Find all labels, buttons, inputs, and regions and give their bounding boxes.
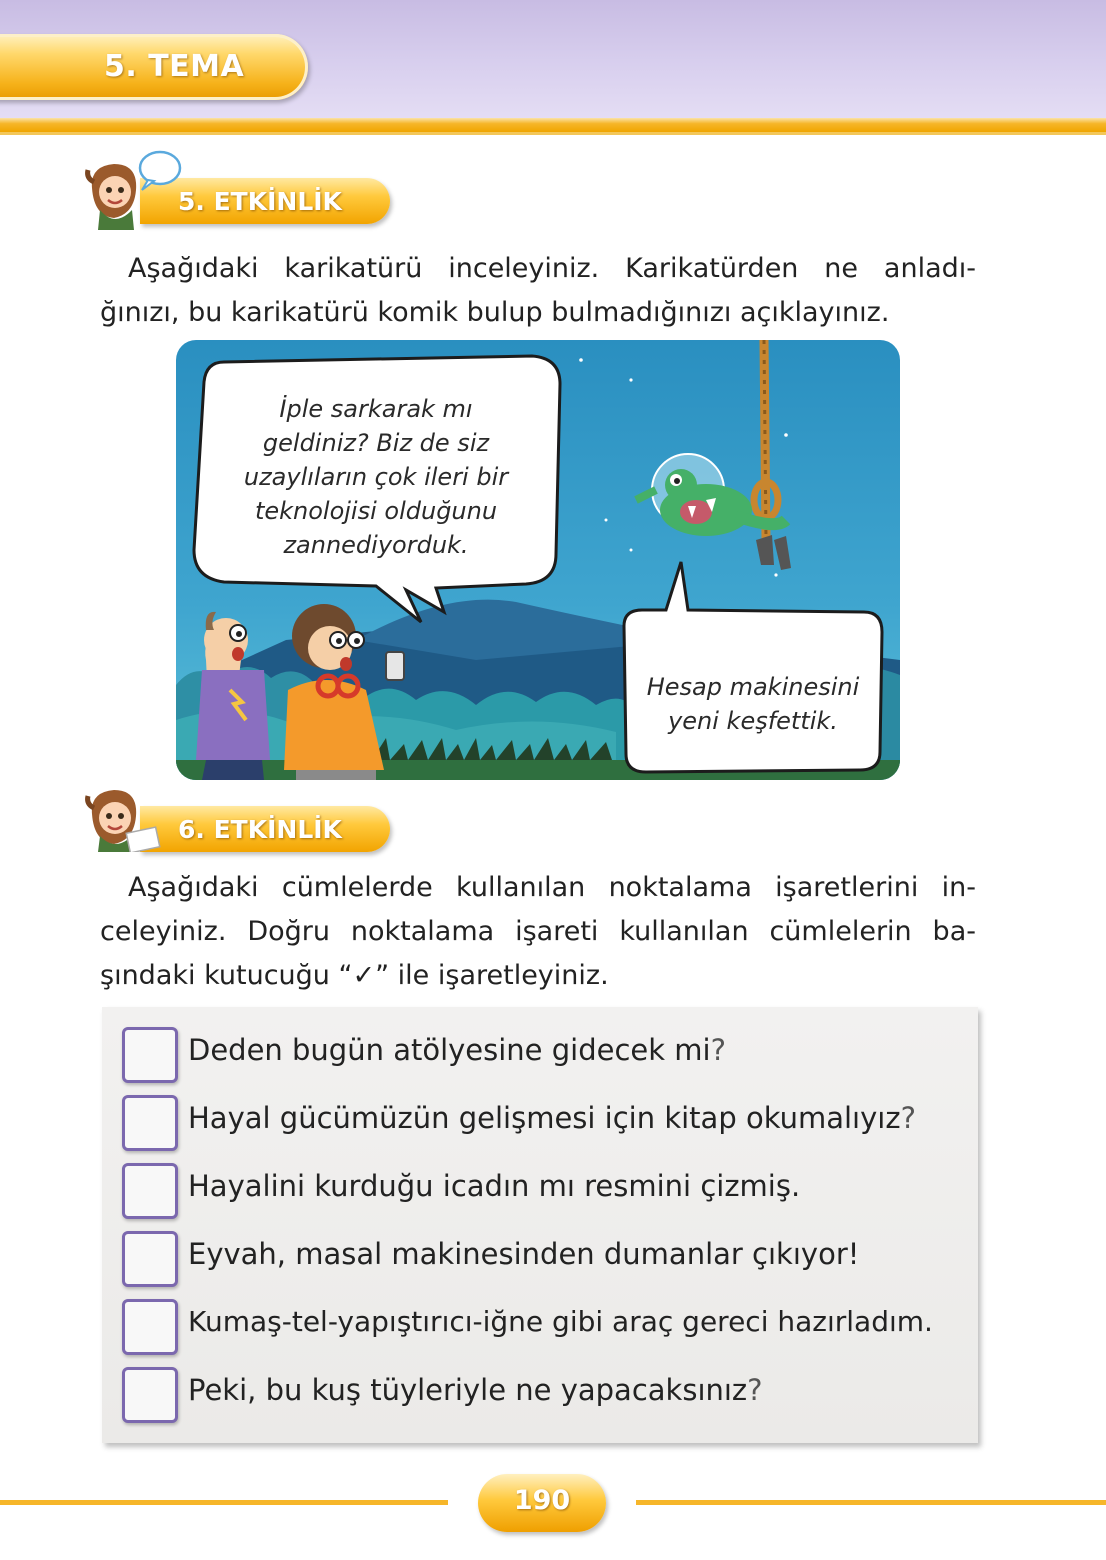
- checklist-item: [122, 1231, 972, 1287]
- instruction-line: ğınızı, bu karikatürü komik bulup bulmadığınızı açıklayınız.: [100, 297, 890, 328]
- checkbox[interactable]: [122, 1367, 178, 1423]
- punctuation-checklist: [102, 1007, 978, 1443]
- item-sentence: Peki, bu kuş tüyleriyle ne yapacaksınız: [188, 1373, 748, 1407]
- item-text: [188, 1033, 726, 1067]
- item-sentence: Hayalini kurduğu icadın mı resmini çizmiş.: [188, 1169, 801, 1203]
- checkbox[interactable]: [122, 1095, 178, 1151]
- instruction-line: şındaki kutucuğu “✓” ile işaretleyiniz.: [100, 960, 609, 991]
- bubble-line: uzaylıların çok ileri bir: [243, 463, 509, 491]
- cartoon-illustration: [176, 340, 900, 780]
- bubble-line: Hesap makinesini: [646, 673, 860, 701]
- item-sentence: Deden bugün atölyesine gidecek mi: [188, 1033, 711, 1067]
- checkbox[interactable]: [122, 1027, 178, 1083]
- item-text: [188, 1373, 763, 1407]
- instruction-line: Aşağıdaki cümlelerde kullanılan noktalama işaretlerini in-: [128, 872, 976, 903]
- checkbox[interactable]: [122, 1299, 178, 1355]
- activity6-instruction: [100, 866, 976, 998]
- instruction-line: Aşağıdaki karikatürü inceleyiniz. Karikatürden ne anladı-: [128, 253, 976, 284]
- item-mark: ?: [747, 1373, 763, 1407]
- item-mark: ?: [710, 1033, 726, 1067]
- activity5-title: 5. ETKİNLİK: [178, 187, 342, 216]
- speech-bubble-left: [206, 392, 546, 562]
- checklist-item: [122, 1299, 972, 1355]
- checklist-item: [122, 1027, 972, 1083]
- checklist-item: [122, 1163, 972, 1219]
- header-divider: [0, 118, 1106, 132]
- theme-label: 5. TEMA: [104, 49, 245, 84]
- page-number: 190: [513, 1485, 571, 1516]
- item-mark: ?: [900, 1101, 916, 1135]
- checklist-item: [122, 1095, 972, 1151]
- footer-line-right: [636, 1500, 1106, 1505]
- speech-bubble-right: [628, 670, 878, 738]
- item-text: [188, 1101, 916, 1135]
- item-text: [188, 1305, 933, 1338]
- instruction-line: celeyiniz. Doğru noktalama işareti kullanılan cümlelerin ba-: [100, 916, 976, 947]
- bubble-line: teknolojisi olduğunu: [254, 497, 498, 525]
- bubble-line: zannediyorduk.: [283, 531, 469, 559]
- checkbox[interactable]: [122, 1231, 178, 1287]
- activity5-instruction: [100, 247, 976, 335]
- bubble-line: İple sarkarak mı: [279, 395, 473, 423]
- footer-line-left: [0, 1500, 448, 1505]
- girl-mascot-icon: [84, 148, 184, 230]
- girl-mascot-icon: [84, 780, 164, 852]
- bubble-line: geldiniz? Biz de siz: [262, 429, 490, 457]
- header-divider-thin: [0, 132, 1106, 135]
- activity6-title: 6. ETKİNLİK: [178, 815, 342, 844]
- item-text: [188, 1169, 800, 1203]
- item-sentence: Eyvah, masal makinesinden dumanlar çıkıyor!: [188, 1237, 860, 1271]
- bubble-line: yeni keşfettik.: [668, 707, 838, 735]
- checklist-item: [122, 1367, 972, 1423]
- checkbox[interactable]: [122, 1163, 178, 1219]
- item-sentence: Hayal gücümüzün gelişmesi için kitap okumalıyız: [188, 1101, 901, 1135]
- item-text: [188, 1237, 859, 1271]
- item-sentence: Kumaş-tel-yapıştırıcı-iğne gibi araç gereci hazırladım.: [188, 1305, 933, 1338]
